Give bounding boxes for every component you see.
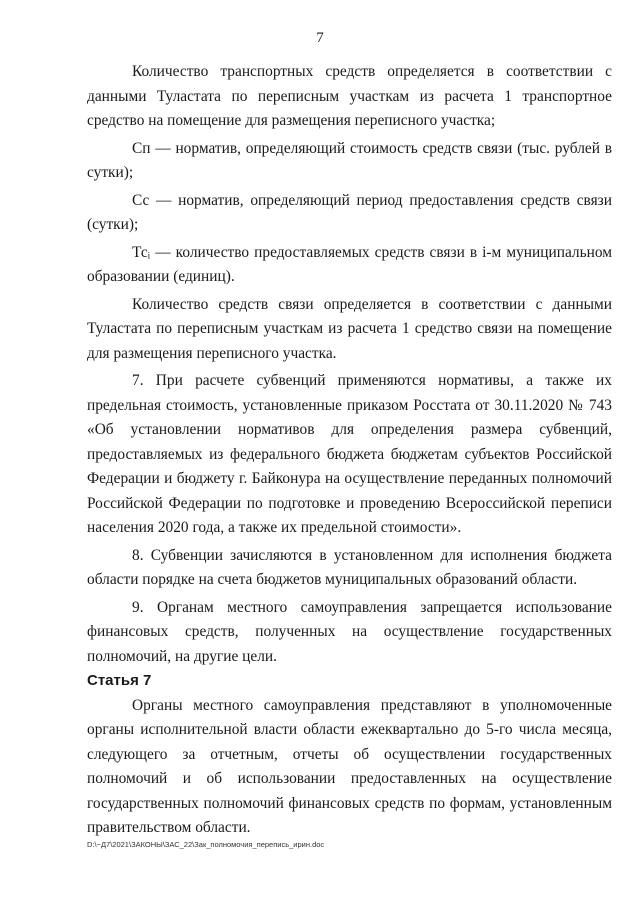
paragraph: Сп — норматив, определяющий стоимость средств связи (тыс. рублей в сутки); [87, 139, 612, 181]
paragraph: Сс — норматив, определяющий период предоставления средств связи (сутки); [87, 191, 612, 233]
paragraph: Тсᵢ — количество предоставляемых средств связи в i-м муниципальном образовании (единиц). [87, 243, 612, 285]
paragraph: 7. При расчете субвенций применяются нормативы, а также их предельная стоимость, установленные приказом Росстата от 30.11.2020 № 743 «Об установлении нормативов для определения размера субвенций, предоставляемых из федерального бюджета бюджетам субъектов Российской Федерации и бюджету г. Байконура на осуществление переданных полномочий Российской Федерации по подготовке и проведению Всероссийской переписи населения 2020 года, а также их предельной стоимости». [87, 372, 612, 536]
file-path-footer: D:\~Д7\2021\ЗАКОНЫ\ЗАС_22\Зак_полномочия_перепись_ирин.doc [87, 840, 325, 849]
paragraph: Количество транспортных средств определяется в соответствии с данными Туластата по переписным участкам из расчета 1 транспортное средство на помещение для размещения переписного участка; [87, 63, 612, 129]
paragraph: Количество средств связи определяется в соответствии с данными Туластата по переписным участкам из расчета 1 средство связи на помещение для размещения переписного участка. [87, 295, 612, 362]
article-heading: Статья 7 [87, 672, 152, 689]
paragraph: 9. Органам местного самоуправления запрещается использование финансовых средств, полученных на осуществление государственных полномочий, на другие цели. [87, 598, 612, 665]
page-number: 7 [316, 30, 324, 46]
paragraph: 8. Субвенции зачисляются в установленном для исполнения бюджета области порядке на счета бюджетов муниципальных образований области. [87, 546, 612, 588]
document-body [87, 60, 612, 841]
article-paragraph: Органы местного самоуправления представляют в уполномоченные органы исполнительной власти области ежеквартально до 5-го числа месяца, следующего за отчетным, отчеты об осуществлении государственных полномочий и об использовании предоставленных на осуществление государственных полномочий финансовых средств по формам, установленным правительством области. [87, 696, 612, 836]
